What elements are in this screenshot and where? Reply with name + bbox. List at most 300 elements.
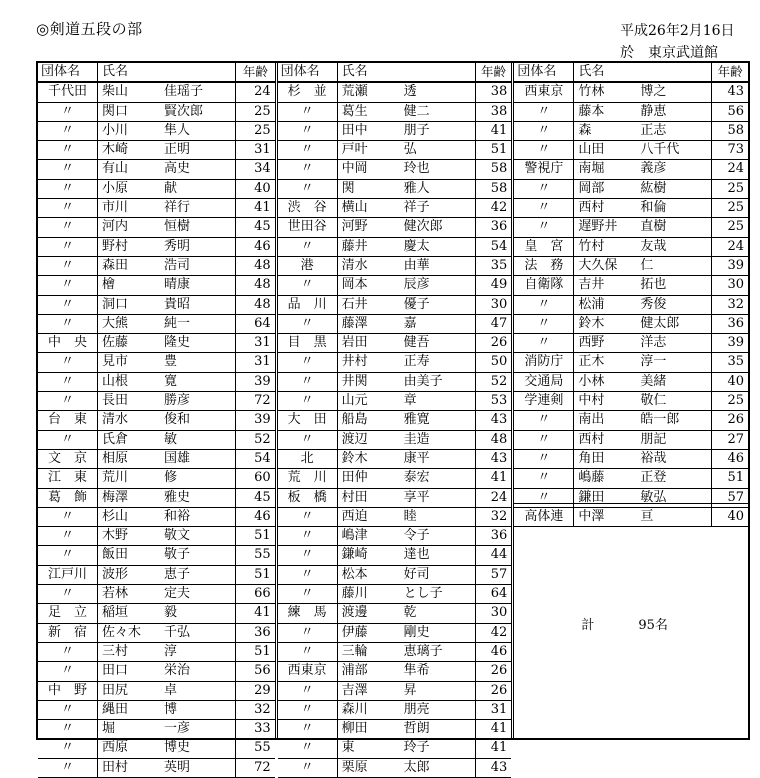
table-row xyxy=(278,682,512,701)
first-name-cell: 康平 xyxy=(403,450,430,466)
header-age: 年齢 xyxy=(475,63,512,81)
table-row xyxy=(38,218,275,237)
age-cell: 31 xyxy=(235,353,275,371)
last-name-cell: 井村 xyxy=(341,354,368,370)
age-cell: 27 xyxy=(711,431,748,449)
table-row xyxy=(514,218,748,237)
group-cell: 〃 xyxy=(38,296,98,314)
age-cell: 60 xyxy=(235,469,275,487)
table-row xyxy=(278,373,512,392)
first-name-cell: 美緒 xyxy=(640,373,667,389)
group-cell: 〃 xyxy=(278,315,338,333)
first-name-cell: 透 xyxy=(403,84,417,100)
age-cell: 40 xyxy=(711,373,748,391)
table-row xyxy=(278,334,512,353)
group-cell: 〃 xyxy=(278,180,338,198)
group-cell: 〃 xyxy=(278,353,338,371)
age-cell: 57 xyxy=(711,489,748,507)
age-cell: 41 xyxy=(475,122,512,140)
first-name-cell: 享平 xyxy=(403,489,430,505)
table-row xyxy=(514,83,748,102)
age-cell: 64 xyxy=(475,585,512,603)
age-cell: 56 xyxy=(235,662,275,680)
table-row xyxy=(38,296,275,315)
age-cell: 73 xyxy=(711,141,748,159)
first-name-cell: 卓 xyxy=(164,682,178,698)
group-cell: 法 務 xyxy=(514,257,574,275)
table-row xyxy=(514,353,748,372)
group-cell: 〃 xyxy=(278,585,338,603)
last-name-cell: 渡邊 xyxy=(341,605,368,621)
first-name-cell: 定夫 xyxy=(164,586,191,602)
first-name-cell: 好司 xyxy=(403,566,430,582)
last-name-cell: 柳田 xyxy=(341,721,368,737)
first-name-cell: 達也 xyxy=(403,547,430,563)
last-name-cell: 吉井 xyxy=(578,277,605,293)
first-name-cell: 健吾 xyxy=(403,335,430,351)
group-cell: 葛 飾 xyxy=(38,489,98,507)
table-row xyxy=(514,411,748,430)
first-name-cell: 敏 xyxy=(164,431,178,447)
table-row xyxy=(278,720,512,739)
first-name-cell: 秀明 xyxy=(164,238,191,254)
last-name-cell: 河野 xyxy=(341,219,368,235)
first-name-cell: 国雄 xyxy=(164,450,191,466)
table-row xyxy=(38,643,275,662)
group-cell: 足 立 xyxy=(38,604,98,622)
group-cell: 〃 xyxy=(514,315,574,333)
table-row xyxy=(38,566,275,585)
first-name-cell: 辰彦 xyxy=(403,277,430,293)
age-cell: 26 xyxy=(711,411,748,429)
last-name-cell: 山元 xyxy=(341,393,368,409)
group-cell: 目 黒 xyxy=(278,334,338,352)
first-name-cell: 栄治 xyxy=(164,663,191,679)
group-cell: 杉 並 xyxy=(278,83,338,101)
first-name-cell: 健太郎 xyxy=(640,315,680,331)
table-row xyxy=(514,315,748,334)
group-cell: 品 川 xyxy=(278,296,338,314)
age-cell: 48 xyxy=(235,276,275,294)
group-cell: 板 橋 xyxy=(278,489,338,507)
table-row xyxy=(514,334,748,353)
last-name-cell: 森川 xyxy=(341,701,368,717)
group-cell: 消防庁 xyxy=(514,353,574,371)
last-name-cell: 藤川 xyxy=(341,586,368,602)
table-row xyxy=(38,83,275,102)
last-name-cell: 西原 xyxy=(102,740,129,756)
first-name-cell: 圭造 xyxy=(403,431,430,447)
first-name-cell: 優子 xyxy=(403,296,430,312)
last-name-cell: 栗原 xyxy=(341,759,368,775)
group-cell: 大 田 xyxy=(278,411,338,429)
last-name-cell: 鈴木 xyxy=(578,315,605,331)
last-name-cell: 中村 xyxy=(578,393,605,409)
age-cell: 25 xyxy=(711,218,748,236)
table-row xyxy=(278,489,512,508)
age-cell: 31 xyxy=(235,141,275,159)
table-row xyxy=(514,199,748,218)
table-row xyxy=(278,180,512,199)
age-cell: 39 xyxy=(235,373,275,391)
age-cell: 46 xyxy=(235,238,275,256)
last-name-cell: 佐々木 xyxy=(102,624,142,640)
last-name-cell: 鎌崎 xyxy=(341,547,368,563)
last-name-cell: 角田 xyxy=(578,450,605,466)
age-cell: 54 xyxy=(475,238,512,256)
table-row xyxy=(38,546,275,565)
last-name-cell: 田村 xyxy=(102,759,129,775)
first-name-cell: 博 xyxy=(164,701,178,717)
first-name-cell: 朋亮 xyxy=(403,701,430,717)
header-name-spacer xyxy=(636,63,711,81)
age-cell: 24 xyxy=(711,238,748,256)
group-cell: 〃 xyxy=(514,180,574,198)
table-row xyxy=(38,662,275,681)
group-cell: 〃 xyxy=(514,122,574,140)
total-label: 計 xyxy=(581,618,595,633)
group-cell: 〃 xyxy=(514,489,574,507)
group-cell: 千代田 xyxy=(38,83,98,101)
age-cell: 41 xyxy=(475,739,512,757)
first-name-cell: 直樹 xyxy=(640,219,667,235)
table-row xyxy=(278,508,512,527)
age-cell: 51 xyxy=(235,527,275,545)
table-row xyxy=(38,489,275,508)
first-name-cell: 秀俊 xyxy=(640,296,667,312)
age-cell: 26 xyxy=(475,662,512,680)
group-cell: 練 馬 xyxy=(278,604,338,622)
last-name-cell: 木野 xyxy=(102,528,129,544)
table-row xyxy=(514,141,748,160)
age-cell: 43 xyxy=(475,411,512,429)
age-cell: 39 xyxy=(711,257,748,275)
age-cell: 26 xyxy=(475,682,512,700)
age-cell: 46 xyxy=(235,508,275,526)
last-name-cell: 田尻 xyxy=(102,682,129,698)
age-cell: 45 xyxy=(235,218,275,236)
header-row xyxy=(38,63,275,83)
last-name-cell: 竹村 xyxy=(578,238,605,254)
table-row xyxy=(278,585,512,604)
last-name-cell: 森田 xyxy=(102,257,129,273)
last-name-cell: 檜 xyxy=(102,277,116,293)
last-name-cell: 石井 xyxy=(341,296,368,312)
table-row xyxy=(514,450,748,469)
last-name-cell: 小原 xyxy=(102,180,129,196)
age-cell: 53 xyxy=(475,392,512,410)
first-name-cell: 恵璃子 xyxy=(403,643,443,659)
age-cell: 42 xyxy=(475,624,512,642)
group-cell: 〃 xyxy=(38,353,98,371)
event-date: 平成26年2月16日 xyxy=(620,23,735,39)
age-cell: 56 xyxy=(711,103,748,121)
first-name-cell: 嘉 xyxy=(403,315,417,331)
table-row xyxy=(278,199,512,218)
last-name-cell: 藤本 xyxy=(578,103,605,119)
age-cell: 44 xyxy=(475,546,512,564)
age-cell: 43 xyxy=(475,759,512,777)
group-cell: 〃 xyxy=(514,218,574,236)
table-row xyxy=(38,508,275,527)
group-cell: 台 東 xyxy=(38,411,98,429)
first-name-cell: 英明 xyxy=(164,759,191,775)
group-cell: 〃 xyxy=(278,373,338,391)
table-row xyxy=(38,624,275,643)
header-group: 団体名 xyxy=(278,63,338,81)
age-cell: 25 xyxy=(235,103,275,121)
table-row xyxy=(278,701,512,720)
age-cell: 47 xyxy=(475,315,512,333)
last-name-cell: 藤澤 xyxy=(341,315,368,331)
group-cell: 〃 xyxy=(38,218,98,236)
header-name: 氏名 xyxy=(578,64,605,79)
group-cell: 〃 xyxy=(278,546,338,564)
last-name-cell: 南出 xyxy=(578,412,605,428)
age-cell: 41 xyxy=(475,720,512,738)
last-name-cell: 長田 xyxy=(102,393,129,409)
table-row xyxy=(278,238,512,257)
age-cell: 36 xyxy=(235,624,275,642)
table-column-1 xyxy=(38,63,275,775)
first-name-cell: 祥子 xyxy=(403,200,430,216)
last-name-cell: 小林 xyxy=(578,373,605,389)
group-cell: 〃 xyxy=(38,546,98,564)
age-cell: 48 xyxy=(475,431,512,449)
first-name-cell: 朋子 xyxy=(403,122,430,138)
group-cell: 交通局 xyxy=(514,373,574,391)
last-name-cell: 横山 xyxy=(341,200,368,216)
last-name-cell: 鎌田 xyxy=(578,489,605,505)
last-name-cell: 正木 xyxy=(578,354,605,370)
age-cell: 38 xyxy=(475,83,512,101)
table-row xyxy=(38,122,275,141)
age-cell: 25 xyxy=(711,199,748,217)
first-name-cell: 義彦 xyxy=(640,161,667,177)
table-row xyxy=(278,604,512,623)
last-name-cell: 浦部 xyxy=(341,663,368,679)
last-name-cell: 嶋津 xyxy=(341,528,368,544)
group-cell: 〃 xyxy=(38,739,98,757)
group-cell: 江戸川 xyxy=(38,566,98,584)
group-cell: 〃 xyxy=(278,508,338,526)
table-row xyxy=(278,739,512,758)
group-cell: 〃 xyxy=(38,662,98,680)
header-name: 氏名 xyxy=(341,64,368,79)
group-cell: 〃 xyxy=(278,682,338,700)
age-cell: 36 xyxy=(475,527,512,545)
first-name-cell: 友哉 xyxy=(640,238,667,254)
table-row xyxy=(38,199,275,218)
first-name-cell: 晴康 xyxy=(164,277,191,293)
table-row xyxy=(38,739,275,758)
first-name-cell: 毅 xyxy=(164,605,178,621)
age-cell: 55 xyxy=(235,546,275,564)
last-name-cell: 氏倉 xyxy=(102,431,129,447)
table-row xyxy=(278,276,512,295)
table-row xyxy=(278,431,512,450)
first-name-cell: 浩司 xyxy=(164,257,191,273)
last-name-cell: 佐藤 xyxy=(102,335,129,351)
first-name-cell: 一彦 xyxy=(164,721,191,737)
age-cell: 25 xyxy=(711,180,748,198)
age-cell: 51 xyxy=(235,643,275,661)
first-name-cell: 雅人 xyxy=(403,180,430,196)
age-cell: 24 xyxy=(235,83,275,101)
group-cell: 〃 xyxy=(38,643,98,661)
first-name-cell: 正登 xyxy=(640,470,667,486)
last-name-cell: 南堀 xyxy=(578,161,605,177)
table-row xyxy=(278,546,512,565)
table-row xyxy=(514,296,748,315)
group-cell: 〃 xyxy=(278,392,338,410)
first-name-cell: 章 xyxy=(403,393,417,409)
group-cell: 〃 xyxy=(38,103,98,121)
age-cell: 36 xyxy=(475,218,512,236)
first-name-cell: 和倫 xyxy=(640,200,667,216)
last-name-cell: 岡部 xyxy=(578,180,605,196)
group-cell: 〃 xyxy=(38,701,98,719)
first-name-cell: 貴昭 xyxy=(164,296,191,312)
table-row xyxy=(514,276,748,295)
first-name-cell: 敬子 xyxy=(164,547,191,563)
age-cell: 72 xyxy=(235,759,275,777)
first-name-cell: 洋志 xyxy=(640,335,667,351)
last-name-cell: 鈴木 xyxy=(341,450,368,466)
table-row xyxy=(38,585,275,604)
age-cell: 49 xyxy=(475,276,512,294)
age-cell: 32 xyxy=(235,701,275,719)
first-name-cell: 隆史 xyxy=(164,335,191,351)
age-cell: 31 xyxy=(475,701,512,719)
group-cell: 西東京 xyxy=(514,83,574,101)
group-cell: 〃 xyxy=(278,739,338,757)
last-name-cell: 中澤 xyxy=(578,508,605,524)
header-name-spacer xyxy=(160,63,235,81)
age-cell: 30 xyxy=(711,276,748,294)
last-name-cell: 山根 xyxy=(102,373,129,389)
last-name-cell: 遅野井 xyxy=(578,219,618,235)
age-cell: 55 xyxy=(235,739,275,757)
first-name-cell: 亘 xyxy=(640,508,654,524)
group-cell: 〃 xyxy=(514,469,574,487)
last-name-cell: 岩田 xyxy=(341,335,368,351)
first-name-cell: 八千代 xyxy=(640,142,680,158)
age-cell: 24 xyxy=(711,160,748,178)
group-cell: 学連剣 xyxy=(514,392,574,410)
group-cell: 〃 xyxy=(38,373,98,391)
last-name-cell: 若林 xyxy=(102,586,129,602)
group-cell: 〃 xyxy=(514,411,574,429)
last-name-cell: 竹林 xyxy=(578,84,605,100)
age-cell: 34 xyxy=(235,160,275,178)
group-cell: 世田谷 xyxy=(278,218,338,236)
age-cell: 46 xyxy=(711,450,748,468)
age-cell: 32 xyxy=(475,508,512,526)
group-cell: 〃 xyxy=(38,527,98,545)
last-name-cell: 田中 xyxy=(341,122,368,138)
last-name-cell: 野村 xyxy=(102,238,129,254)
first-name-cell: 玲子 xyxy=(403,740,430,756)
first-name-cell: 祥行 xyxy=(164,200,191,216)
age-cell: 46 xyxy=(475,643,512,661)
last-name-cell: 松本 xyxy=(341,566,368,582)
group-cell: 〃 xyxy=(278,701,338,719)
last-name-cell: 村田 xyxy=(341,489,368,505)
age-cell: 58 xyxy=(475,180,512,198)
first-name-cell: 千弘 xyxy=(164,624,191,640)
first-name-cell: 由美子 xyxy=(403,373,443,389)
last-name-cell: 西野 xyxy=(578,335,605,351)
age-cell: 26 xyxy=(475,334,512,352)
first-name-cell: 正明 xyxy=(164,142,191,158)
first-name-cell: 雅寛 xyxy=(403,412,430,428)
group-cell: 江 東 xyxy=(38,469,98,487)
header-group: 団体名 xyxy=(38,63,98,81)
table-row xyxy=(38,682,275,701)
group-cell: 〃 xyxy=(514,296,574,314)
first-name-cell: 博之 xyxy=(640,84,667,100)
last-name-cell: 渡辺 xyxy=(341,431,368,447)
age-cell: 38 xyxy=(475,103,512,121)
group-cell: 〃 xyxy=(278,141,338,159)
group-cell: 〃 xyxy=(38,122,98,140)
first-name-cell: 雅史 xyxy=(164,489,191,505)
table-row xyxy=(514,238,748,257)
last-name-cell: 木崎 xyxy=(102,142,129,158)
first-name-cell: 玲也 xyxy=(403,161,430,177)
table-row xyxy=(514,431,748,450)
last-name-cell: 西村 xyxy=(578,200,605,216)
age-cell: 45 xyxy=(235,489,275,507)
table-row xyxy=(38,759,275,778)
table-row xyxy=(38,160,275,179)
table-row xyxy=(278,566,512,585)
age-cell: 39 xyxy=(235,411,275,429)
first-name-cell: とし子 xyxy=(403,586,443,602)
table-row xyxy=(38,411,275,430)
table-row xyxy=(38,604,275,623)
last-name-cell: 関 xyxy=(341,180,355,196)
first-name-cell: 和裕 xyxy=(164,508,191,524)
last-name-cell: 戸叶 xyxy=(341,142,368,158)
last-name-cell: 西迫 xyxy=(341,508,368,524)
first-name-cell: 静恵 xyxy=(640,103,667,119)
table-row xyxy=(514,122,748,141)
table-row xyxy=(514,257,748,276)
group-cell: 〃 xyxy=(278,566,338,584)
group-cell: 〃 xyxy=(278,276,338,294)
header-row xyxy=(278,63,512,83)
first-name-cell: 皓一郎 xyxy=(640,412,680,428)
age-cell: 30 xyxy=(475,296,512,314)
first-name-cell: 敬仁 xyxy=(640,393,667,409)
table-column-2 xyxy=(275,63,512,775)
age-cell: 31 xyxy=(235,334,275,352)
group-cell: 〃 xyxy=(38,238,98,256)
table-row xyxy=(38,103,275,122)
group-cell: 〃 xyxy=(38,160,98,178)
group-cell: 〃 xyxy=(38,759,98,777)
group-cell: 〃 xyxy=(38,276,98,294)
age-cell: 35 xyxy=(711,353,748,371)
last-name-cell: 伊藤 xyxy=(341,624,368,640)
table-row xyxy=(278,257,512,276)
group-cell: 〃 xyxy=(278,431,338,449)
last-name-cell: 三輪 xyxy=(341,643,368,659)
age-cell: 58 xyxy=(475,160,512,178)
table-row xyxy=(278,141,512,160)
